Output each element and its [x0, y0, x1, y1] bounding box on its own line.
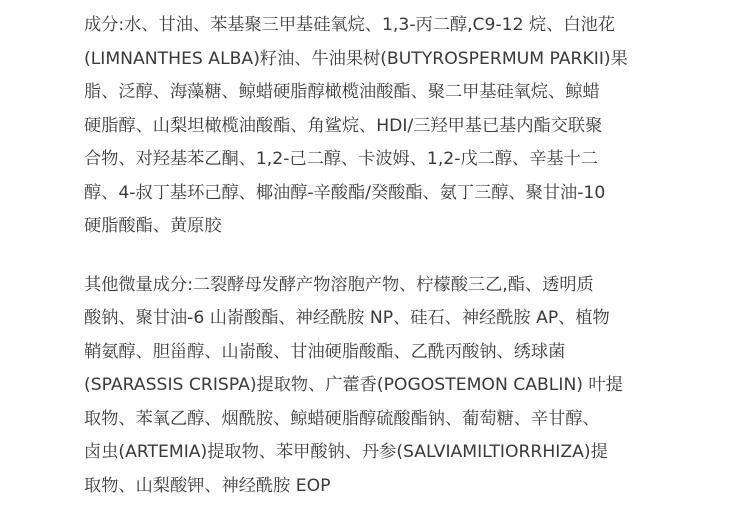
trace-ingredients-line: 取物、苯氧乙醇、烟酰胺、鲸蜡硬脂醇硫酸酯钠、葡萄糖、辛甘醇、	[84, 408, 600, 429]
ingredients-line: 醇、4-叔丁基环己醇、椰油醇-辛酸酯/癸酸酯、氨丁三醇、聚甘油-10	[84, 182, 606, 203]
trace-ingredients-line: 其他微量成分:二裂酵母发酵产物溶胞产物、柠檬酸三乙,酯、透明质	[84, 274, 594, 295]
trace-ingredients-line: 卤虫(ARTEMIA)提取物、苯甲酸钠、丹参(SALVIAMILTIORRHIZA)提	[84, 442, 608, 462]
ingredients-line: 合物、对羟基苯乙酮、1,2-己二醇、卡波姆、1,2-戊二醇、辛基十二	[84, 149, 598, 169]
ingredients-section	[84, 9, 644, 244]
ingredients-line: 脂、泛醇、海藻糖、鲸蜡硬脂醇橄榄油酸酯、聚二甲基硅氧烷、鲸蜡	[84, 82, 600, 102]
trace-ingredients-line: 酸钠、聚甘油-6 山嵛酸酯、神经酰胺 NP、硅石、神经酰胺 AP、植物	[84, 308, 610, 328]
trace-ingredients-section	[84, 269, 644, 504]
ingredients-line: 硬脂酸酯、黄原胶	[84, 216, 222, 236]
ingredients-line: 成分:水、甘油、苯基聚三甲基硅氧烷、1,3-丙二醇,C9-12 烷、白池花	[84, 15, 615, 35]
ingredients-line: (LIMNANTHES ALBA)籽油、牛油果树(BUTYROSPERMUM PARKII)果	[84, 48, 628, 69]
trace-ingredients-line: (SPARASSIS CRISPA)提取物、广藿香(POGOSTEMON CABLIN) 叶提	[84, 375, 623, 395]
ingredient-document	[84, 9, 644, 503]
section-spacer	[84, 244, 644, 269]
trace-ingredients-line: 取物、山梨酸钾、神经酰胺 EOP	[84, 475, 331, 496]
ingredients-line: 硬脂醇、山梨坦橄榄油酸酯、角鲨烷、HDI/三羟甲基已基内酯交联聚	[84, 115, 603, 136]
trace-ingredients-line: 鞘氨醇、胆甾醇、山嵛酸、甘油硬脂酸酯、乙酰丙酸钠、绣球菌	[84, 341, 566, 362]
